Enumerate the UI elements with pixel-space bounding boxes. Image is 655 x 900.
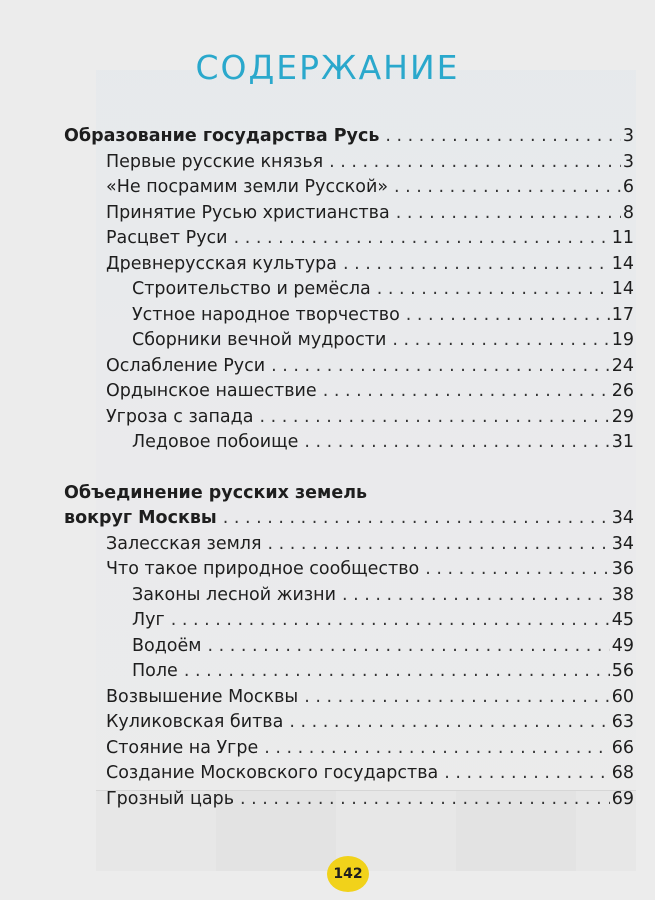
toc-entry-label: Возвышение Москвы bbox=[106, 686, 299, 707]
toc-page-number: 36 bbox=[611, 559, 634, 579]
toc-row bbox=[106, 175, 634, 199]
toc-page-number: 63 bbox=[611, 712, 634, 732]
toc-page-number: 8 bbox=[622, 202, 634, 223]
toc-entry-label: Расцвет Руси bbox=[106, 228, 228, 248]
toc-row bbox=[132, 659, 634, 683]
toc-row bbox=[132, 634, 634, 658]
toc-dot-leader bbox=[406, 303, 610, 327]
toc-row bbox=[132, 430, 634, 454]
toc-page-number: 56 bbox=[611, 661, 634, 681]
toc-section-row bbox=[64, 124, 634, 148]
toc-row bbox=[132, 608, 634, 632]
toc-entry-label: Строительство и ремёсла bbox=[132, 279, 371, 299]
toc-page-number: 11 bbox=[611, 228, 634, 248]
toc-row bbox=[106, 685, 634, 709]
toc-dot-leader bbox=[184, 659, 610, 683]
toc-entry-label: Принятие Русью христианства bbox=[106, 202, 390, 223]
toc-dot-leader bbox=[342, 583, 610, 607]
toc-dot-leader bbox=[394, 175, 621, 199]
toc-entry-label: Образование государства Русь bbox=[64, 126, 380, 146]
toc-entry-label: Стояние на Угре bbox=[106, 737, 259, 758]
page-number-badge: 142 bbox=[327, 856, 369, 892]
toc-entry-label: Залесская земля bbox=[106, 533, 262, 554]
toc-entry-label: Ледовое побоище bbox=[132, 432, 299, 452]
toc-page-number: 49 bbox=[611, 635, 634, 656]
toc-row bbox=[106, 761, 634, 785]
toc-row bbox=[132, 277, 634, 301]
toc-entry-label: Устное народное творчество bbox=[132, 304, 400, 325]
toc-row bbox=[106, 354, 634, 378]
toc-row bbox=[106, 736, 634, 760]
toc-entry-label: Первые русские князья bbox=[106, 151, 324, 172]
toc-dot-leader bbox=[304, 685, 610, 709]
toc-entry-label: Ослабление Руси bbox=[106, 355, 266, 376]
toc-page-number: 29 bbox=[611, 406, 634, 427]
toc-dot-leader bbox=[329, 150, 621, 174]
section-heading-first-line: Объединение русских земель bbox=[64, 482, 368, 503]
toc-page-number: 31 bbox=[611, 432, 634, 452]
toc-entry-label: Древнерусская культура bbox=[106, 253, 337, 274]
toc-entry-label: Луг bbox=[132, 610, 165, 630]
toc-row bbox=[132, 303, 634, 327]
toc-row bbox=[106, 150, 634, 174]
toc-row bbox=[106, 405, 634, 429]
toc-page-number: 69 bbox=[611, 788, 634, 809]
toc-entry-label: Сборники вечной мудрости bbox=[132, 330, 387, 350]
toc-entry-label: Что такое природное сообщество bbox=[106, 559, 420, 579]
toc-row bbox=[106, 787, 634, 811]
toc-page-number: 6 bbox=[622, 177, 634, 197]
toc-dot-leader bbox=[385, 124, 620, 148]
toc-entry-label: Создание Московского государства bbox=[106, 763, 439, 783]
toc-dot-leader bbox=[396, 201, 621, 225]
toc-dot-leader bbox=[268, 532, 610, 556]
toc-page-number: 3 bbox=[622, 151, 634, 172]
toc-entry-label: Ордынское нашествие bbox=[106, 381, 317, 401]
toc-dot-leader bbox=[377, 277, 610, 301]
toc-page-number: 68 bbox=[611, 763, 634, 783]
toc-dot-leader bbox=[425, 557, 610, 581]
toc-row bbox=[106, 201, 634, 225]
toc-page-number: 24 bbox=[611, 355, 634, 376]
toc-row bbox=[106, 557, 634, 581]
toc-row bbox=[106, 710, 634, 734]
toc-page-number: 26 bbox=[611, 381, 634, 401]
toc-dot-leader bbox=[392, 328, 609, 352]
toc-dot-leader bbox=[289, 710, 609, 734]
toc-page-number: 3 bbox=[622, 126, 634, 146]
toc-row bbox=[106, 252, 634, 276]
toc-dot-leader bbox=[223, 506, 610, 530]
toc-page-number: 45 bbox=[611, 610, 634, 630]
toc-dot-leader bbox=[444, 761, 609, 785]
toc-dot-leader bbox=[343, 252, 610, 276]
toc-entry-label: Грозный царь bbox=[106, 788, 235, 809]
toc-row bbox=[106, 379, 634, 403]
toc-row bbox=[132, 328, 634, 352]
toc-dot-leader bbox=[271, 354, 610, 378]
toc-page-number: 34 bbox=[611, 533, 634, 554]
toc-page-number: 19 bbox=[611, 330, 634, 350]
toc-entry-label: Законы лесной жизни bbox=[132, 584, 336, 605]
toc-page-number: 17 bbox=[611, 304, 634, 325]
toc-dot-leader bbox=[234, 226, 610, 250]
toc-section-row bbox=[64, 506, 634, 530]
toc-entry-label: Куликовская битва bbox=[106, 712, 284, 732]
toc-dot-leader bbox=[259, 405, 609, 429]
toc-entry-label: вокруг Москвы bbox=[64, 508, 217, 528]
toc-page-number: 14 bbox=[611, 279, 634, 299]
toc-row bbox=[106, 532, 634, 556]
toc-dot-leader bbox=[171, 608, 610, 632]
toc-dot-leader bbox=[264, 736, 609, 760]
toc-dot-leader bbox=[323, 379, 610, 403]
toc-dot-leader bbox=[304, 430, 609, 454]
toc-page-number: 60 bbox=[611, 686, 634, 707]
toc-row bbox=[132, 583, 634, 607]
page-title: СОДЕРЖАНИЕ bbox=[195, 48, 460, 87]
toc-entry-label: Угроза с запада bbox=[106, 406, 254, 427]
toc-entry-label: Поле bbox=[132, 661, 178, 681]
toc-page-number: 66 bbox=[611, 737, 634, 758]
toc-dot-leader bbox=[240, 787, 610, 811]
toc-row bbox=[106, 226, 634, 250]
toc-entry-label: Водоём bbox=[132, 635, 202, 656]
toc-page-number: 34 bbox=[611, 508, 634, 528]
toc-page-number: 38 bbox=[611, 584, 634, 605]
toc-page-number: 14 bbox=[611, 253, 634, 274]
toc-dot-leader bbox=[208, 634, 610, 658]
toc-entry-label: «Не посрамим земли Русской» bbox=[106, 177, 389, 197]
